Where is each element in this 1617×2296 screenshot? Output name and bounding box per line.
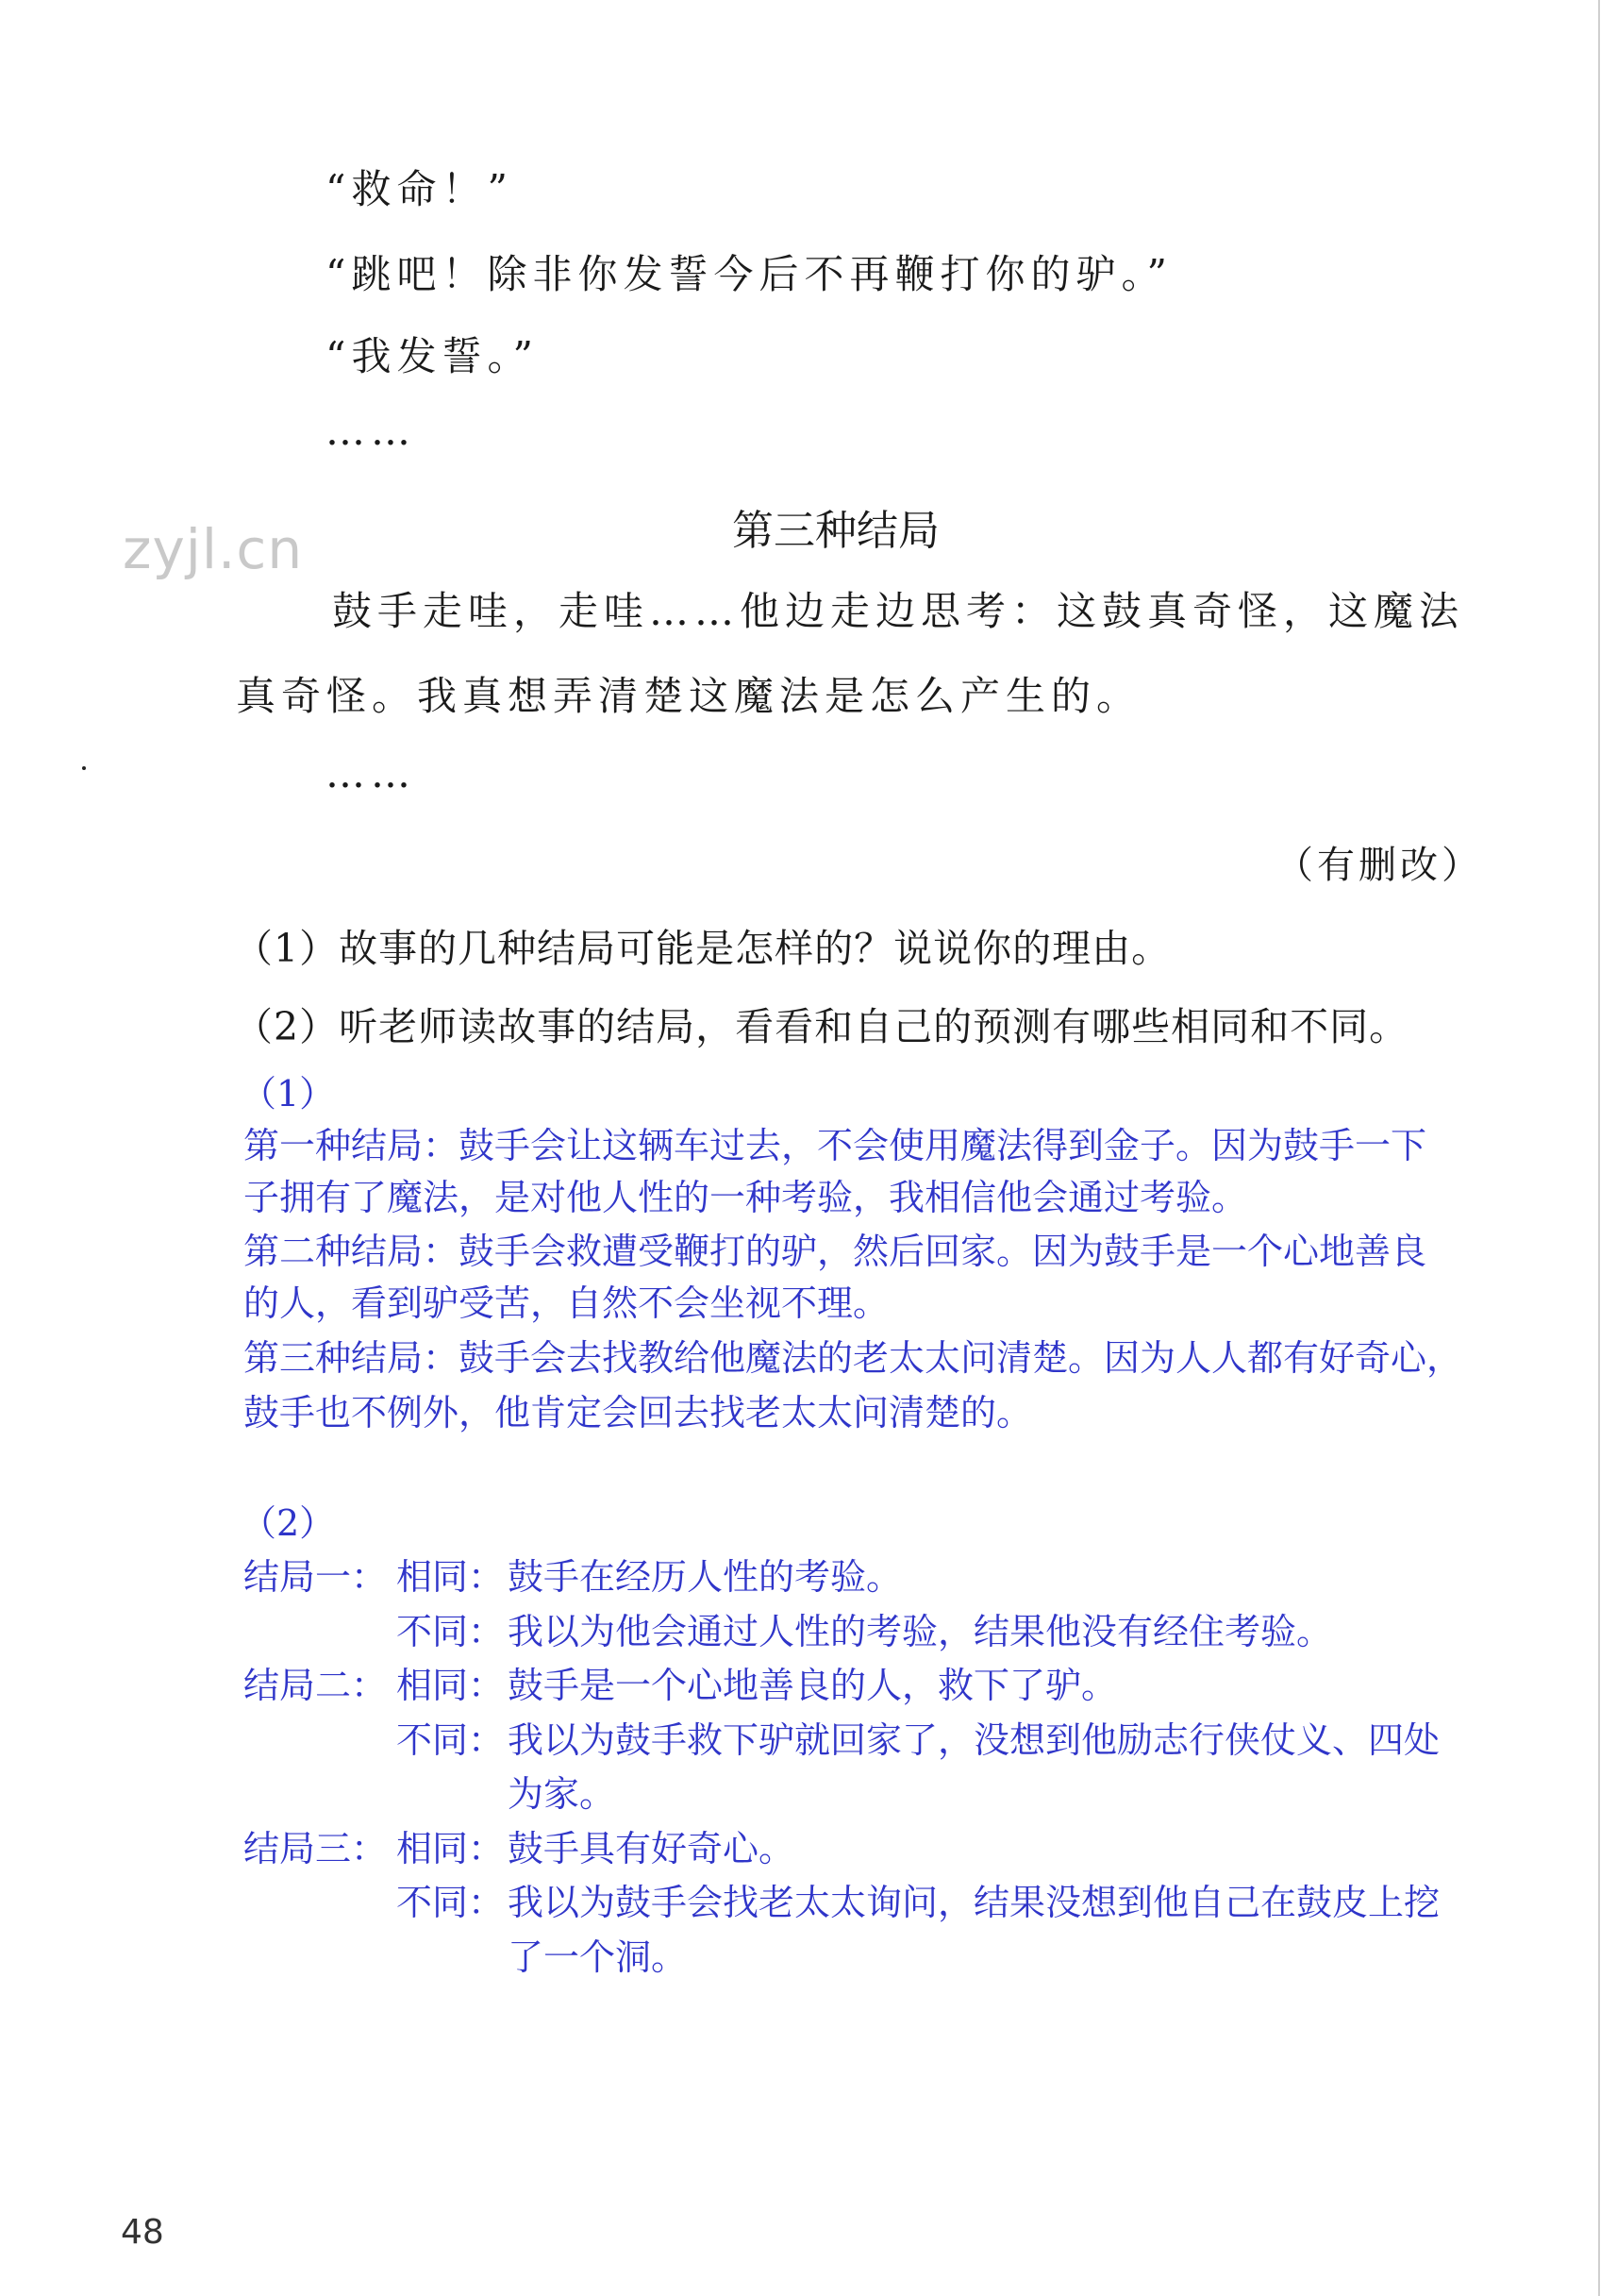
ending-3-diff-label: 不同：: [396, 1882, 505, 1923]
ending-2-name: 结局二：: [243, 1665, 388, 1706]
question-1: （1）故事的几种结局可能是怎样的？说说你的理由。: [234, 926, 1172, 971]
ending-3-diff: 了一个洞。: [508, 1936, 688, 1978]
ending-3-same-label: 相同：: [396, 1828, 505, 1869]
section-line: 真奇怪。我真想弄清楚这魔法是怎么产生的。: [236, 673, 1142, 719]
answer-1-line: 第一种结局：鼓手会让这辆车过去，不会使用魔法得到金子。因为鼓手一下: [243, 1125, 1427, 1166]
answer-1-line: 的人，看到驴受苦，自然不会坐视不理。: [243, 1282, 890, 1324]
page-edge-line: [1598, 0, 1600, 2296]
ending-1-same: 鼓手在经历人性的考验。: [508, 1556, 903, 1598]
watermark: zyjl.cn: [123, 517, 304, 581]
answer-1-label: （1）: [241, 1073, 336, 1114]
answer-1-line: 鼓手也不例外，他肯定会回去找老太太问清楚的。: [243, 1392, 1033, 1433]
ending-3-name: 结局三：: [243, 1828, 388, 1869]
ending-1-same-label: 相同：: [396, 1556, 505, 1598]
ending-1-name: 结局一：: [243, 1556, 388, 1598]
question-2: （2）听老师读故事的结局，看看和自己的预测有哪些相同和不同。: [234, 1004, 1409, 1049]
ending-1-diff: 我以为他会通过人性的考验，结果他没有经住考验。: [508, 1611, 1333, 1652]
ending-2-diff-label: 不同：: [396, 1719, 505, 1761]
story-line: “我发誓。”: [325, 333, 539, 379]
ending-1-diff-label: 不同：: [396, 1611, 505, 1652]
section-heading: 第三种结局: [732, 507, 940, 555]
section-line: 鼓手走哇，走哇……他边走边思考：这鼓真奇怪，这魔法: [332, 588, 1465, 634]
ending-2-same-label: 相同：: [396, 1665, 505, 1706]
answer-1-line: 第三种结局：鼓手会去找教给他魔法的老太太问清楚。因为人人都有好奇心，: [243, 1337, 1463, 1379]
ending-2-diff: 为家。: [508, 1773, 616, 1815]
source-note: （有删改）: [1275, 844, 1483, 887]
ending-2-diff: 我以为鼓手救下驴就回家了，没想到他励志行侠仗义、四处: [508, 1719, 1441, 1761]
section-ellipsis: ……: [325, 750, 416, 796]
ending-3-diff: 我以为鼓手会找老太太询问，结果没想到他自己在鼓皮上挖: [508, 1882, 1441, 1923]
story-line: “跳吧！除非你发誓今后不再鞭打你的驴。”: [325, 251, 1173, 297]
ending-3-same: 鼓手具有好奇心。: [508, 1828, 795, 1869]
answer-1-line: 子拥有了魔法，是对他人性的一种考验，我相信他会通过考验。: [243, 1177, 1248, 1218]
page-number: 48: [121, 2213, 164, 2252]
ending-2-same: 鼓手是一个心地善良的人，救下了驴。: [508, 1665, 1118, 1706]
story-line: “救命！”: [325, 166, 513, 212]
answer-2-label: （2）: [241, 1502, 336, 1544]
stray-dot: [82, 766, 86, 770]
story-ellipsis: ……: [325, 408, 416, 454]
answer-1-line: 第二种结局：鼓手会救遭受鞭打的驴，然后回家。因为鼓手是一个心地善良: [243, 1231, 1427, 1272]
